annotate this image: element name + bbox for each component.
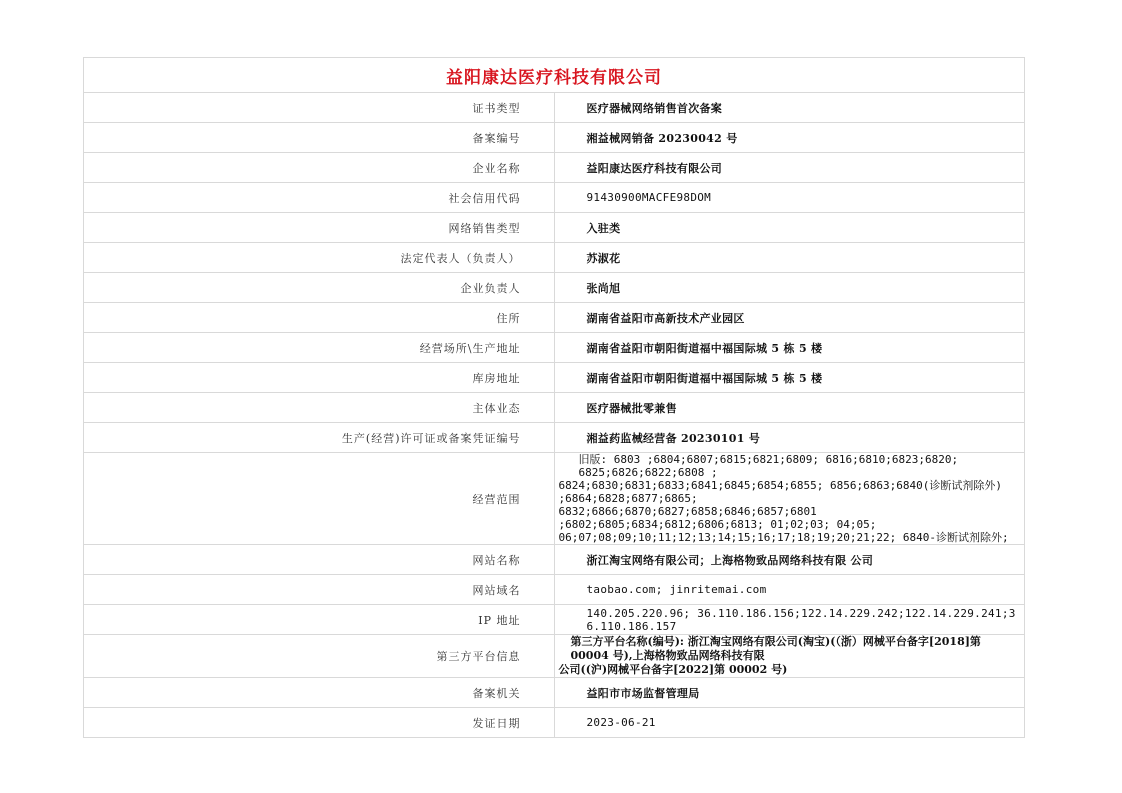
title-row (84, 58, 1025, 93)
legal-rep-label: 法定代表人（负责人） (84, 243, 555, 273)
warehouse-value: 湖南省益阳市朝阳街道福中福国际城 5 栋 5 楼 (554, 363, 1025, 393)
scope-value (554, 453, 1025, 545)
scope-line-4: 06;07;08;09;10;11;12;13;14;15;16;17;18;19;20;21;22; 6840-诊断试剂除外; (558, 531, 1009, 544)
ip-label: IP 地址 (84, 605, 555, 635)
authority-label: 备案机关 (84, 678, 555, 708)
row-third-party (84, 635, 1025, 678)
record-no-value: 湘益械网销备 20230042 号 (554, 123, 1025, 153)
site-domain-value: taobao.com; jinritemai.com (554, 575, 1025, 605)
credit-code-label: 社会信用代码 (84, 183, 555, 213)
row-residence (84, 303, 1025, 333)
site-domain-label: 网站域名 (84, 575, 555, 605)
row-authority (84, 678, 1025, 708)
row-record-no (84, 123, 1025, 153)
scope-line-1: 旧版: 6803 ;6804;6807;6815;6821;6809; 6816;6810;6823;6820; 6825;6826;6822;6808 ; (578, 453, 959, 479)
row-credit-code (84, 183, 1025, 213)
issue-date-label: 发证日期 (84, 708, 555, 738)
legal-rep-value: 苏淑花 (554, 243, 1025, 273)
cert-type-value: 医疗器械网络销售首次备案 (554, 93, 1025, 123)
scope-line-2: 6824;6830;6831;6833;6841;6845;6854;6855; 6856;6863;6840(诊断试剂除外) ;6864;6828;6877;6865; (558, 479, 1002, 505)
row-issue-date (84, 708, 1025, 738)
site-name-label: 网站名称 (84, 545, 555, 575)
main-business-label: 主体业态 (84, 393, 555, 423)
company-head-label: 企业负责人 (84, 273, 555, 303)
record-certificate-table (83, 57, 1025, 738)
row-cert-type (84, 93, 1025, 123)
scope-label: 经营范围 (84, 453, 555, 545)
row-sales-type (84, 213, 1025, 243)
company-title: 益阳康达医疗科技有限公司 (84, 58, 1025, 93)
residence-value: 湖南省益阳市高新技术产业园区 (554, 303, 1025, 333)
row-license-no (84, 423, 1025, 453)
row-warehouse (84, 363, 1025, 393)
row-company-name (84, 153, 1025, 183)
license-no-value: 湘益药监械经营备 20230101 号 (554, 423, 1025, 453)
authority-value: 益阳市市场监督管理局 (554, 678, 1025, 708)
issue-date-value: 2023-06-21 (554, 708, 1025, 738)
company-head-value: 张尚旭 (554, 273, 1025, 303)
site-name-value: 浙江淘宝网络有限公司；上海格物致品网络科技有限 公司 (554, 545, 1025, 575)
residence-label: 住所 (84, 303, 555, 333)
third-party-line-2: 公司((沪)网械平台备字[2022]第 00002 号) (558, 663, 788, 676)
row-main-business (84, 393, 1025, 423)
row-legal-rep (84, 243, 1025, 273)
cert-type-label: 证书类型 (84, 93, 555, 123)
third-party-value (554, 635, 1025, 678)
third-party-line-1: 第三方平台名称(编号): 浙江淘宝网络有限公司(淘宝)(（浙）网械平台备字[2018]第 00004 号),上海格物致品网络科技有限 (570, 635, 981, 662)
ip-value: 140.205.220.96; 36.110.186.156;122.14.229.242;122.14.229.241;3 6.110.186.157 (554, 605, 1025, 635)
scope-line-3: 6832;6866;6870;6827;6858;6846;6857;6801 ;6802;6805;6834;6812;6806;6813; 01;02;03; 04;05; (558, 505, 877, 531)
business-site-value: 湖南省益阳市朝阳街道福中福国际城 5 栋 5 楼 (554, 333, 1025, 363)
row-site-name (84, 545, 1025, 575)
credit-code-value: 91430900MACFE98DOM (554, 183, 1025, 213)
sales-type-label: 网络销售类型 (84, 213, 555, 243)
row-company-head (84, 273, 1025, 303)
row-site-domain (84, 575, 1025, 605)
warehouse-label: 库房地址 (84, 363, 555, 393)
row-business-site (84, 333, 1025, 363)
main-business-value: 医疗器械批零兼售 (554, 393, 1025, 423)
business-site-label: 经营场所\生产地址 (84, 333, 555, 363)
row-ip (84, 605, 1025, 635)
company-name-label: 企业名称 (84, 153, 555, 183)
third-party-label: 第三方平台信息 (84, 635, 555, 678)
record-no-label: 备案编号 (84, 123, 555, 153)
row-scope (84, 453, 1025, 545)
sales-type-value: 入驻类 (554, 213, 1025, 243)
license-no-label: 生产(经营)许可证或备案凭证编号 (84, 423, 555, 453)
company-name-value: 益阳康达医疗科技有限公司 (554, 153, 1025, 183)
